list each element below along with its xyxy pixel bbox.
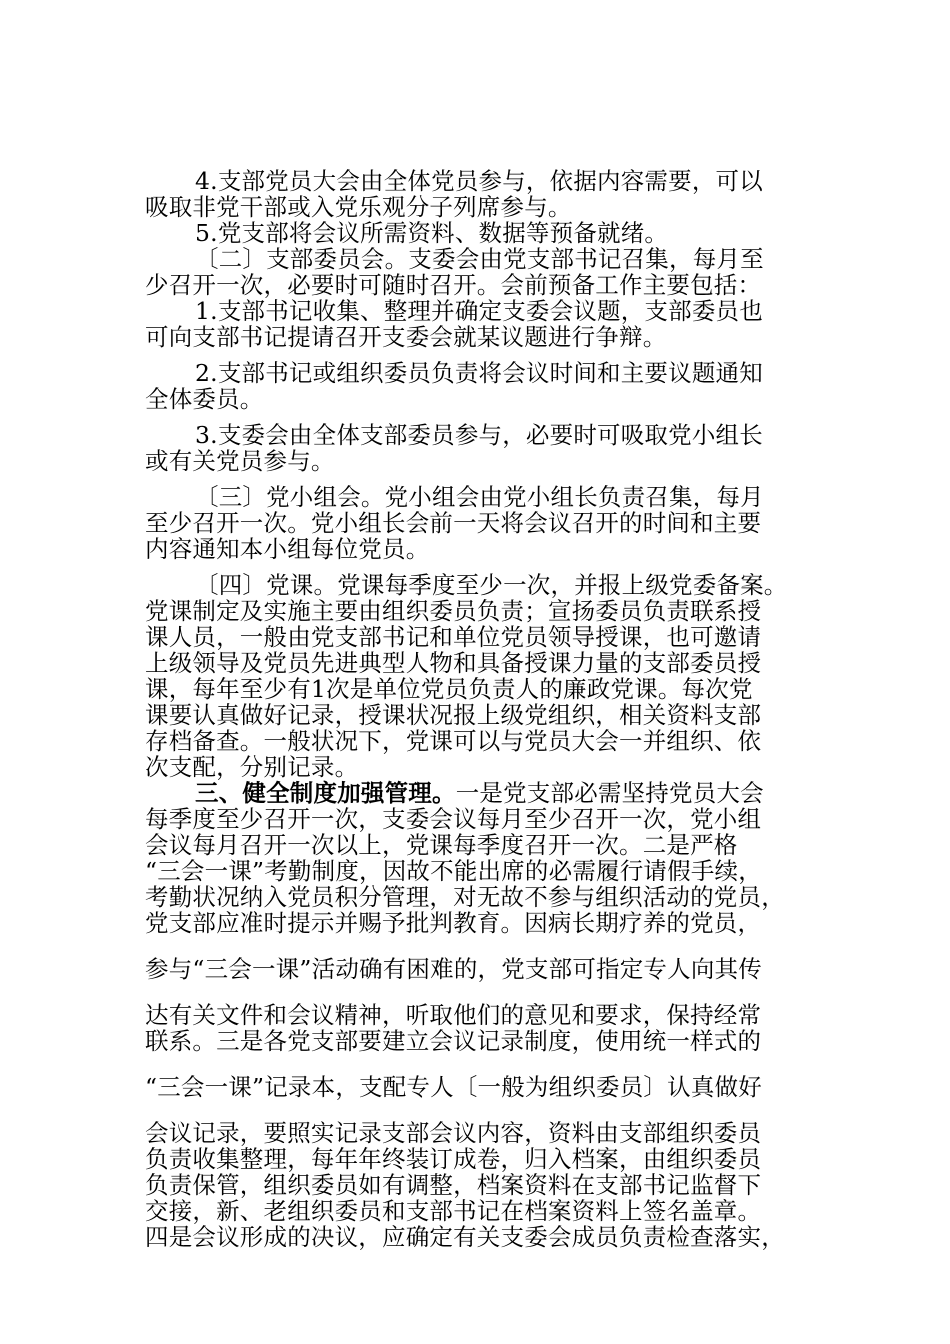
- paragraph-line: 内容通知本小组每位党员。: [145, 535, 430, 563]
- paragraph-line: 4.支部党员大会由全体党员参与，依据内容需要，可以: [195, 167, 763, 195]
- paragraph-line: 课，每年至少有1次是单位党员负责人的廉政党课。每次党: [145, 675, 753, 703]
- paragraph-line: 〔二〕支部委员会。支委会由党支部书记召集，每月至: [195, 245, 764, 273]
- paragraph-line: 上级领导及党员先进典型人物和具备授课力量的支部委员授: [145, 649, 762, 677]
- paragraph-line: 至少召开一次。党小组长会前一天将会议召开的时间和主要: [145, 509, 762, 537]
- paragraph-line: 全体委员。: [145, 385, 264, 413]
- paragraph-line: 3.支委会由全体支部委员参与，必要时可吸取党小组长: [195, 421, 763, 449]
- paragraph-line: 会议每月召开一次以上，党课每季度召开一次。二是严格: [145, 831, 738, 859]
- paragraph-line: 参与“三会一课”活动确有困难的，党支部可指定专人向其传: [145, 955, 762, 983]
- paragraph-line: 交接，新、老组织委员和支部书记在档案资料上签名盖章。: [145, 1197, 762, 1225]
- paragraph-line: 存档备查。一般状况下，党课可以与党员大会一并组织、依: [145, 727, 762, 755]
- paragraph-line: 联系。三是各党支部要建立会议记录制度，使用统一样式的: [145, 1027, 762, 1055]
- document-body: [145, 168, 795, 1250]
- paragraph-line: 〔三〕党小组会。党小组会由党小组长负责召集，每月: [195, 483, 764, 511]
- paragraph-line: 5.党支部将会议所需资料、数据等预备就绪。: [195, 219, 669, 247]
- paragraph-line: 达有关文件和会议精神，听取他们的意见和要求，保持经常: [145, 1001, 762, 1029]
- paragraph-line: 会议记录，要照实记录支部会议内容，资料由支部组织委员: [145, 1119, 762, 1147]
- paragraph-line: 1.支部书记收集、整理并确定支委会议题，支部委员也: [195, 297, 763, 325]
- paragraph-line: 负责收集整理，每年年终装订成卷，归入档案，由组织委员: [145, 1145, 762, 1173]
- paragraph-line: 每季度至少召开一次，支委会议每月至少召开一次，党小组: [145, 805, 762, 833]
- paragraph-line: “三会一课”考勤制度，因故不能出席的必需履行请假手续，: [145, 857, 762, 885]
- paragraph-line: 少召开一次，必要时可随时召开。会前预备工作主要包括：: [145, 271, 762, 299]
- paragraph-line: 党课制定及实施主要由组织委员负责；宣扬委员负责联系授: [145, 597, 762, 625]
- section-3-heading: 三、健全制度加强管理。: [195, 779, 456, 807]
- paragraph-line: 2.支部书记或组织委员负责将会议时间和主要议题通知: [195, 359, 763, 387]
- paragraph-line: 党支部应准时提示并赐予批判教育。因病长期疗养的党员，: [145, 909, 762, 937]
- paragraph-line: 〔四〕党课。党课每季度至少一次，并报上级党委备案。: [195, 571, 788, 599]
- paragraph-line: 次支配，分别记录。: [145, 753, 359, 781]
- paragraph-line: 四是会议形成的决议，应确定有关支委会成员负责检查落实，: [145, 1223, 785, 1251]
- section-3-first-line: [145, 780, 795, 806]
- paragraph-line: 课人员，一般由党支部书记和单位党员领导授课，也可邀请: [145, 623, 762, 651]
- paragraph-line: “三会一课”记录本，支配专人〔一般为组织委员〕认真做好: [145, 1073, 762, 1101]
- paragraph-line: 负责保管，组织委员如有调整，档案资料在支部书记监督下: [145, 1171, 762, 1199]
- paragraph-line: 考勤状况纳入党员积分管理，对无故不参与组织活动的党员，: [145, 883, 785, 911]
- section-3-first-text: 一是党支部必需坚持党员大会: [455, 779, 764, 807]
- paragraph-line: 可向支部书记提请召开支委会就某议题进行争辩。: [145, 323, 667, 351]
- paragraph-line: 或有关党员参与。: [145, 447, 335, 475]
- paragraph-line: 吸取非党干部或入党乐观分子列席参与。: [145, 193, 572, 221]
- paragraph-line: 课要认真做好记录，授课状况报上级党组织，相关资料支部: [145, 701, 762, 729]
